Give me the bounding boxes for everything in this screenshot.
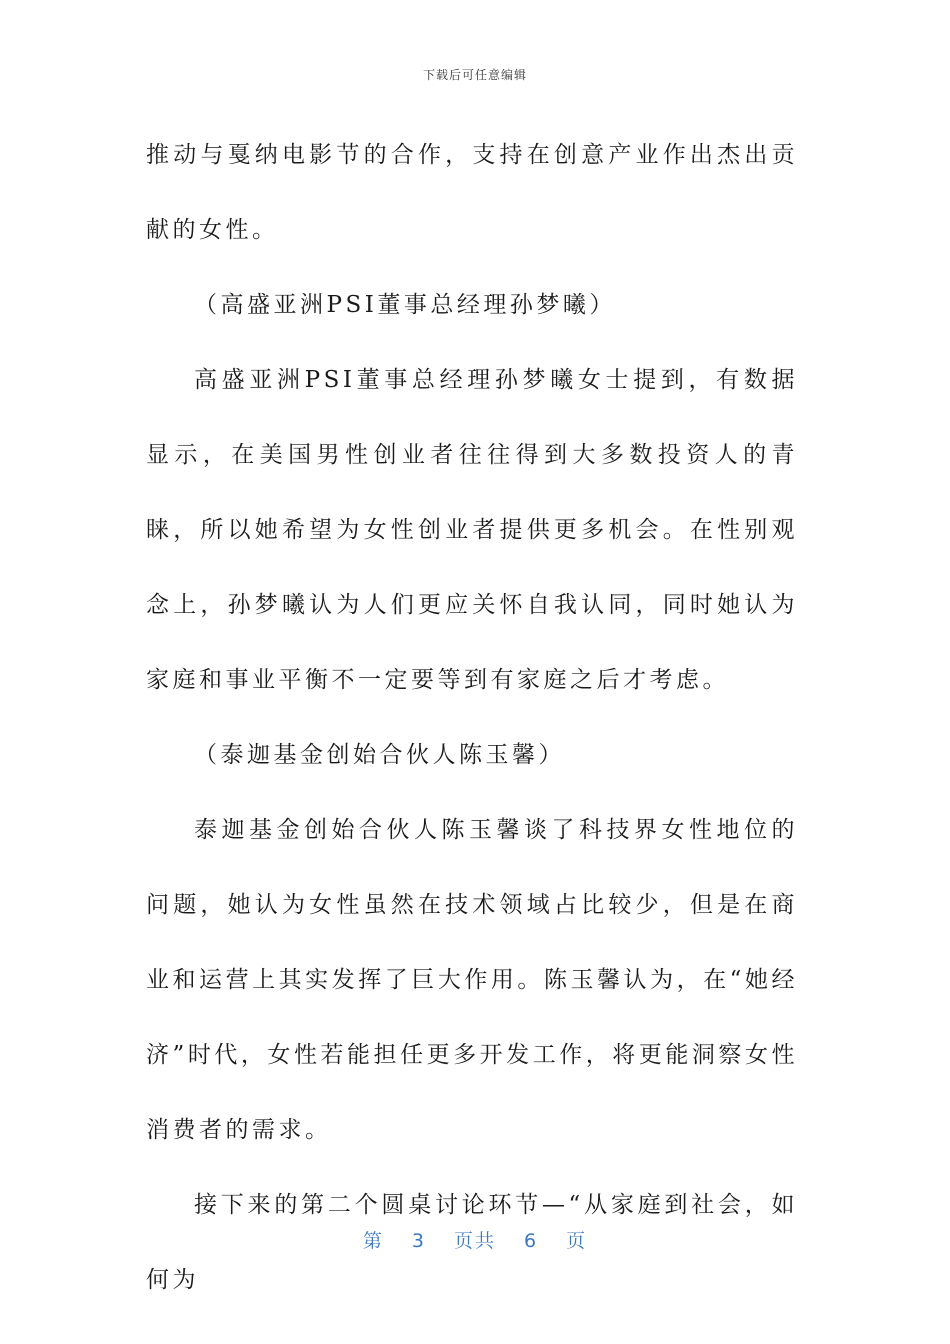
page-footer [0,1226,950,1253]
paragraph-1: 推动与戛纳电影节的合作，支持在创意产业作出杰出贡献的女性。 [146,142,798,243]
footer-total-pages: 6 [524,1230,539,1252]
document-body [146,118,798,1318]
paragraph-chen-yuxin: 泰迦基金创始合伙人陈玉馨谈了科技界女性地位的问题，她认为女性虽然在技术领域占比较少，但是在商业和运营上其实发挥了巨大作用。陈玉馨认为，在“她经济”时代，女性若能担任更多开发工作，将更能洞察女性消费者的需求。 [146,817,798,1143]
footer-middle: 页共 [453,1230,496,1252]
page-header: 下载后可任意编辑 [422,68,527,82]
caption-chen-yuxin: （泰迦基金创始合伙人陈玉馨） [194,742,565,768]
footer-prefix: 第 [362,1230,384,1252]
paragraph-sun-mengxi: 高盛亚洲PSI董事总经理孙梦曦女士提到，有数据显示，在美国男性创业者往往得到大多数投资人的青睐，所以她希望为女性创业者提供更多机会。在性别观念上，孙梦曦认为人们更应关怀自我认同，同时她认为家庭和事业平衡不一定要等到有家庭之后才考虑。 [146,367,798,693]
caption-sun-mengxi: （高盛亚洲PSI董事总经理孙梦曦） [194,292,616,318]
paragraph-roundtable: 接下来的第二个圆桌讨论环节—“从家庭到社会，如何为 [146,1192,798,1293]
footer-suffix: 页 [566,1230,588,1252]
footer-current-page: 3 [411,1230,426,1252]
